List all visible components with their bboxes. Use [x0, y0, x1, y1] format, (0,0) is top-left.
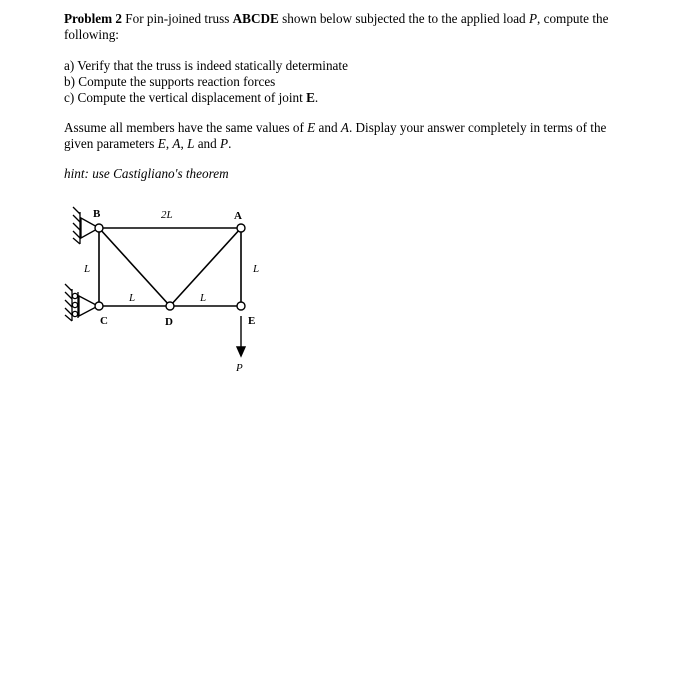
- joint-d: [166, 302, 174, 310]
- load-label: P: [236, 362, 243, 374]
- joint-a: [237, 224, 245, 232]
- support-b-wall: [73, 207, 80, 244]
- node-label-c: C: [100, 315, 108, 327]
- support-c-wall: [65, 284, 72, 321]
- dim-label-top: 2L: [161, 209, 173, 221]
- task-c: c) Compute the vertical displacement of joint E.: [64, 90, 319, 105]
- joint-c: [95, 302, 103, 310]
- dim-label-left: L: [84, 263, 91, 275]
- support-c-roller: [72, 292, 98, 318]
- joint-b: [95, 224, 103, 232]
- truss-members: [99, 228, 241, 306]
- dim-label-right: L: [253, 263, 260, 275]
- joint-e: [237, 302, 245, 310]
- dim-label-bottom-left: L: [129, 292, 136, 304]
- truss-name: ABCDE: [232, 11, 279, 26]
- task-a: a) Verify that the truss is indeed statically determinate: [64, 58, 348, 73]
- dim-label-bottom-right: L: [200, 292, 207, 304]
- task-b: b) Compute the supports reaction forces: [64, 74, 276, 89]
- node-label-b: B: [93, 208, 101, 220]
- hint-text: hint: use Castigliano's theorem: [64, 166, 229, 181]
- load-arrow: [237, 316, 245, 356]
- assumption-text: Assume all members have the same values of E and A. Display your answer completely in terms of the given parameters E, A, L and P.: [64, 120, 607, 151]
- problem-statement: Problem 2 For pin-joined truss ABCDE shown below subjected the to the applied load P, compute the following:: [64, 11, 609, 42]
- joints: [95, 224, 245, 310]
- node-label-a: A: [234, 210, 242, 222]
- node-label-d: D: [165, 316, 173, 328]
- node-label-e: E: [248, 315, 256, 327]
- problem-heading: Problem 2: [64, 11, 122, 26]
